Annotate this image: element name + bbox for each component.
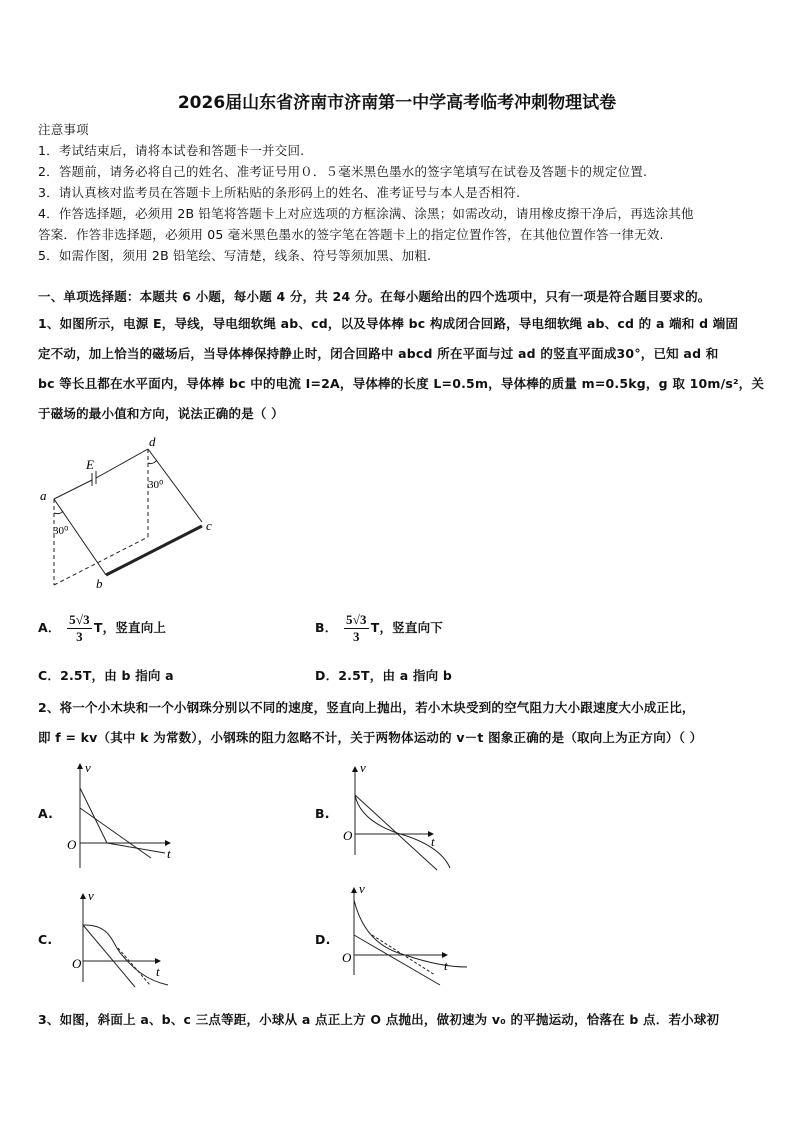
q1-text: 定不动，加上恰当的磁场后，当导体棒保持静止时，闭合回路中 abcd 所在平面与过 ad 的竖直平面成30°，已知 ad 和 [38, 346, 719, 361]
axis-v: v [85, 760, 91, 775]
note-item: 5．如需作图，须用 2B 铅笔绘、写清楚，线条、符号等须加黑、加粗. [38, 248, 432, 263]
option-text: T，竖直向上 [93, 620, 167, 635]
axis-v: v [360, 760, 366, 775]
axis-t: t [156, 964, 160, 979]
label-c: c [206, 518, 212, 533]
axis-t: t [167, 846, 171, 861]
q1-text: bc 等长且都在水平面内，导体棒 bc 中的电流 I=2A，导体棒的长度 L=0.5m，导体棒的质量 m=0.5kg，g 取 10m/s²，关 [38, 376, 765, 391]
q2-text: 即 f = kv（其中 k 为常数），小钢珠的阻力忽略不计，关于两物体运动的 v－t 图象正确的是（取向上为正方向）（ ） [38, 730, 703, 745]
axis-v: v [359, 881, 365, 896]
denominator: 3 [353, 629, 360, 644]
q1-text: 于磁场的最小值和方向，说法正确的是（ ） [38, 406, 284, 421]
numerator: 5√3 [69, 612, 90, 627]
option-label: A． [38, 620, 61, 635]
axis-v: v [88, 888, 94, 903]
label-e: E [86, 457, 94, 472]
q3-text: 3、如图，斜面上 a、b、c 三点等距，小球从 a 点正上方 O 点抛出，做初速为 v₀ 的平抛运动，恰落在 b 点．若小球初 [38, 1012, 720, 1027]
q2-option-c-label[interactable]: C. [38, 932, 53, 947]
denominator: 3 [76, 629, 83, 644]
note-item: 答案．作答非选择题，必须用 05 毫米黑色墨水的签字笔在答题卡上的指定位置作答，在其他位置作答一律无效. [38, 227, 664, 242]
origin: O [343, 828, 353, 843]
option-label: B． [315, 620, 338, 635]
q2-text: 2、将一个小木块和一个小钢珠分别以不同的速度，竖直向上抛出，若小木块受到的空气阻力大小跟速度大小成正比， [38, 700, 695, 715]
axis-t: t [444, 958, 448, 973]
label-a: a [40, 488, 47, 503]
axis-t: t [431, 834, 435, 849]
origin: O [67, 837, 77, 852]
q2-option-d-label[interactable]: D. [315, 932, 331, 947]
q2-option-a-label[interactable]: A. [38, 806, 54, 821]
note-item: 4．作答选择题，必须用 2B 铅笔将答题卡上对应选项的方框涂满、涂黑；如需改动，请用橡皮擦干净后，再选涂其他 [38, 206, 694, 221]
note-item: 1．考试结束后，请将本试卷和答题卡一并交回. [38, 143, 305, 158]
circuit-figure [54, 449, 202, 585]
origin: O [342, 950, 352, 965]
option-text: 2.5T，由 a 指向 b [338, 668, 452, 683]
graph-b[interactable] [355, 767, 450, 870]
section-heading: 一、单项选择题：本题共 6 小题，每小题 4 分，共 24 分。在每小题给出的四个选项中，只有一项是符合题目要求的。 [38, 289, 711, 304]
angle-label: 30⁰ [53, 525, 69, 537]
numerator: 5√3 [346, 612, 367, 627]
graph-d[interactable] [354, 888, 467, 985]
label-b: b [96, 576, 103, 591]
note-item: 3．请认真核对监考员在答题卡上所粘贴的条形码上的姓名、准考证号与本人是否相符. [38, 185, 521, 200]
option-label: D． [315, 668, 339, 683]
graph-a[interactable] [80, 764, 170, 868]
note-item: 2．答题前，请务必将自己的姓名、准考证号用０．５毫米黑色墨水的签字笔填写在试卷及答题卡的规定位置. [38, 164, 648, 179]
angle-label: 30⁰ [148, 479, 164, 491]
origin: O [72, 956, 82, 971]
option-text: T，竖直向下 [370, 620, 443, 635]
page-title: 2026届山东省济南市济南第一中学高考临考冲刺物理试卷 [177, 93, 617, 113]
q2-option-b-label[interactable]: B. [315, 806, 330, 821]
option-text: 2.5T，由 b 指向 a [60, 668, 174, 683]
q1-text: 1、如图所示，电源 E，导线，导电细软绳 ab、cd，以及导体棒 bc 构成闭合回路，导电细软绳 ab、cd 的 a 端和 d 端固 [38, 316, 739, 331]
label-d: d [149, 434, 156, 449]
option-label: C． [38, 668, 61, 683]
notes-heading: 注意事项 [38, 122, 89, 137]
